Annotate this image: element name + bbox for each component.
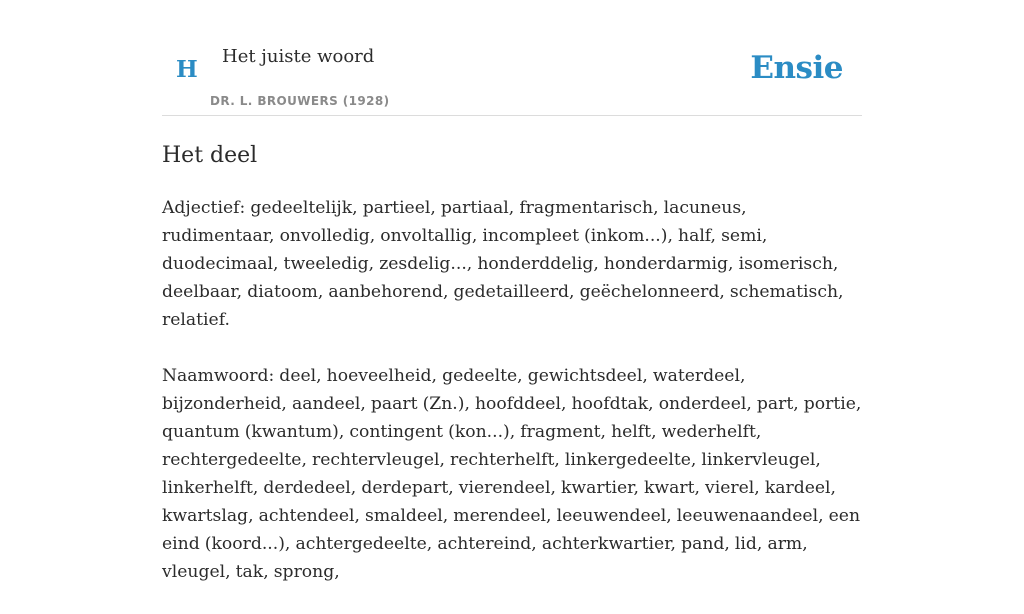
- article-title: Het deel: [162, 143, 258, 168]
- article-content: [162, 116, 862, 586]
- letter-index-link[interactable]: H: [176, 56, 198, 83]
- paragraph-adjectives: Adjectief: gedeeltelijk, partieel, partiaal, fragmentarisch, lacuneus, rudimentaar, onvolledig, onvoltallig, incompleet (inkom...), half, semi, duodecimaal, tweeledig, zesdelig..., honderddelig, honderdarmig, isomerisch, deelbaar, diatoom, aanbehorend, gedetailleerd, geëchelonneerd, schematisch, relatief.: [162, 198, 844, 330]
- header: [162, 0, 862, 116]
- page: [162, 0, 862, 614]
- brand-logo[interactable]: Ensie: [750, 50, 843, 86]
- paragraph-nouns: Naamwoord: deel, hoeveelheid, gedeelte, gewichtsdeel, waterdeel, bijzonderheid, aandeel, paart (Zn.), hoofddeel, hoofdtak, onderdeel, part, portie, quantum (kwantum), contingent (kon...), fragment, helft, wederhelft, rechtergedeelte, rechtervleugel, rechterhelft, linkergedeelte, linkervleugel, linkerhelft, derdedeel, derdepart, vierendeel, kwartier, kwart, vierel, kardeel, kwartslag, achtendeel, smaldeel, merendeel, leeuwendeel, leeuwenaandeel, een eind (koord...), achtergedeelte, achtereind, achterkwartier, pand, lid, arm, vleugel, tak, sprong,: [162, 366, 862, 582]
- book-title: Het juiste woord: [222, 46, 375, 67]
- book-author: DR. L. BROUWERS (1928): [210, 94, 390, 108]
